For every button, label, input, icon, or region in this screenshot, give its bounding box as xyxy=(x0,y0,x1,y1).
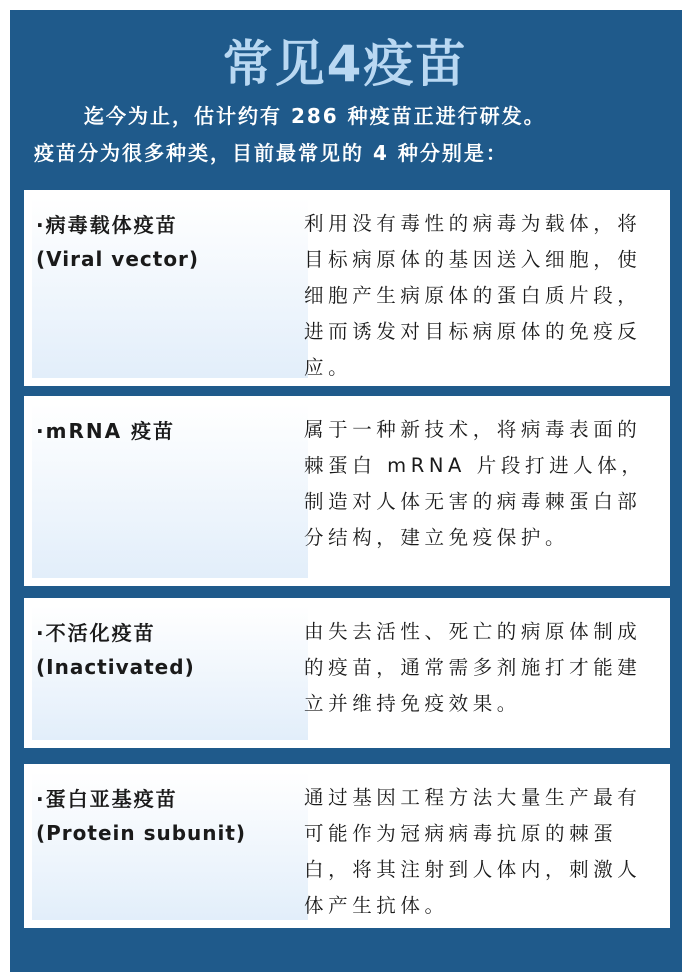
vaccine-name-en: (Viral vector) xyxy=(36,247,200,271)
vaccine-card-mrna xyxy=(24,396,670,586)
poster-title: 常见4疫苗 xyxy=(222,35,468,93)
vaccine-card-inactivated xyxy=(24,598,670,748)
vaccine-name-en: (Protein subunit) xyxy=(36,821,247,845)
vaccine-description: 属于一种新技术，将病毒表面的棘蛋白 mRNA 片段打进人体，制造对人体无害的病毒棘蛋白部分结构，建立免疫保护。 xyxy=(304,418,646,549)
intro-line-2: 疫苗分为很多种类，目前最常见的 4 种分别是： xyxy=(34,141,508,165)
vaccine-name-box xyxy=(32,198,308,378)
vaccine-card-protein-subunit xyxy=(24,764,670,928)
vaccine-name-cn: ·mRNA 疫苗 xyxy=(36,419,176,443)
vaccine-name-box xyxy=(32,772,308,920)
vaccine-name-cn: ·蛋白亚基疫苗 xyxy=(36,787,178,811)
intro-line-1: 迄今为止，估计约有 286 种疫苗正进行研发。 xyxy=(84,104,546,128)
vaccine-description: 利用没有毒性的病毒为载体，将目标病原体的基因送入细胞，使细胞产生病原体的蛋白质片段，进而诱发对目标病原体的免疫反应。 xyxy=(304,212,642,379)
vaccine-description: 通过基因工程方法大量生产最有可能作为冠病病毒抗原的棘蛋白，将其注射到人体内，刺激人体产生抗体。 xyxy=(304,786,642,917)
vaccine-name-box xyxy=(32,404,308,578)
vaccine-name-cn: ·不活化疫苗 xyxy=(36,621,156,645)
vaccine-name-en: (Inactivated) xyxy=(36,655,195,679)
vaccine-description: 由失去活性、死亡的病原体制成的疫苗，通常需多剂施打才能建立并维持免疫效果。 xyxy=(304,620,642,715)
vaccine-card-viral-vector xyxy=(24,190,670,386)
vaccine-name-box xyxy=(32,606,308,740)
vaccine-name-cn: ·病毒载体疫苗 xyxy=(36,213,178,237)
